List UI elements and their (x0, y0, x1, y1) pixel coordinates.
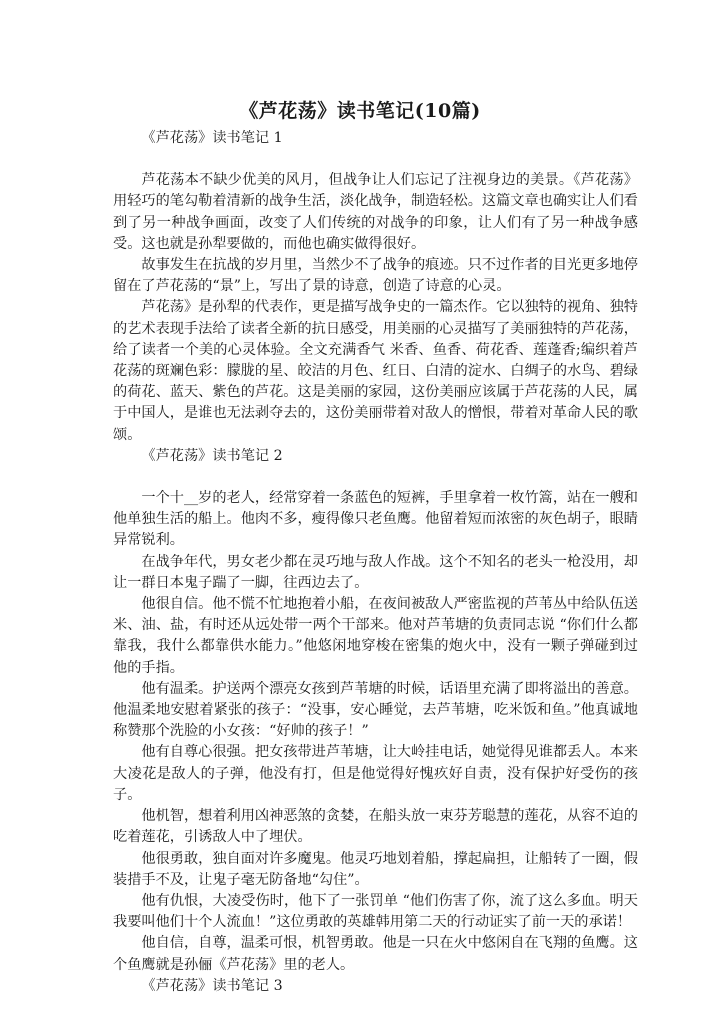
section-heading: 《芦花荡》读书笔记 3 (141, 977, 283, 994)
section-heading: 《芦花荡》读书笔记 1 (141, 130, 283, 146)
section-spacer (113, 467, 638, 488)
document-body (113, 128, 638, 997)
paragraph: 他很自信。他不慌不忙地抱着小船，在夜间被敌人严密监视的芦苇丛中给队伍送米、油、盐，有时还从远处带一两个干部来。他对芦苇塘的负责同志说 “你们什么都靠我，我什么都靠供水能力。”他悠闲地穿梭在密集的炮火中，没有一颗子弹碰到过他的手指。 (113, 596, 638, 676)
document-title: 《芦花荡》读书笔记(10篇) (239, 100, 481, 122)
section-heading: 《芦花荡》读书笔记 2 (141, 447, 283, 464)
paragraph: 他自信，自尊，温柔可恨，机智勇敢。他是一只在火中悠闲自在飞翔的鱼鹰。这个鱼鹰就是孙俪《芦花荡》里的老人。 (113, 935, 638, 973)
paragraph: 芦花荡本不缺少优美的风月，但战争让人们忘记了注视身边的美景。《芦花荡》用轻巧的笔勾勒着清新的战争生活，淡化战争，制造轻松。这篇文章也确实让人们看到了另一种战争画面，改变了人们传统的对战争的印象，让人们有了另一种战争感受。这也就是孙犁要做的，而他也确实做得很好。 (113, 172, 638, 252)
paragraph: 他有仇恨，大凌受伤时，他下了一张罚单 “他们伤害了你，流了这么多血。明天我要叫他们十个人流血！”这位勇敢的英雄韩用第二天的行动证实了前一天的承诺！ (113, 892, 638, 931)
paragraph: 一个十__岁的老人，经常穿着一条蓝色的短裤，手里拿着一枚竹篙，站在一艘和他单独生活的船上。他肉不多，瘦得像只老鱼鹰。他留着短而浓密的灰色胡子，眼睛异常锐利。 (113, 490, 638, 549)
paragraph: 他有自尊心很强。把女孩带进芦苇塘，让大岭挂电话，她觉得见谁都丢人。本来大凌花是敌人的子弹，他没有打，但是他觉得好愧疚好自责，没有保护好受伤的孩子。 (113, 744, 638, 803)
paragraph: 故事发生在抗战的岁月里，当然少不了战争的痕迹。只不过作者的目光更多地停留在了芦花荡的“景”上，写出了景的诗意，创造了诗意的心灵。 (113, 257, 638, 295)
paragraph: 芦花荡》是孙犁的代表作，更是描写战争史的一篇杰作。它以独特的视角、独特的艺术表现手法给了读者全新的抗日感受，用美丽的心灵描写了美丽独特的芦花荡，给了读者一个美的心灵体验。全文充满香气 米香、鱼香、荷花香、莲蓬香;编织着芦花荡的斑斓色彩：朦胧的星、皎洁的月色、红日、白清的淀水、白绸子的水鸟、碧绿的荷花、蓝天、紫色的芦花。这是美丽的家园，这份美丽应该属于芦花荡的人民，属于中国人，是谁也无法剥夺去的，这份美丽带着对敌人的憎恨，带着对革命人民的歌颂。 (113, 299, 638, 443)
section-spacer (113, 149, 638, 170)
paragraph: 在战争年代，男女老少都在灵巧地与敌人作战。这个不知名的老头一枪没用，却让一群日本鬼子踹了一脚，往西边去了。 (113, 553, 638, 591)
paragraph: 他有温柔。护送两个漂亮女孩到芦苇塘的时候，话语里充满了即将溢出的善意。他温柔地安慰着紧张的孩子：“没事，安心睡觉，去芦苇塘，吃米饭和鱼。”他真诚地称赞那个洗脸的小女孩：“好帅的孩子！” (113, 680, 638, 740)
paragraph: 他机智，想着利用凶神恶煞的贪婪，在船头放一束芬芳聪慧的莲花，从容不迫的吃着莲花，引诱敌人中了埋伏。 (113, 808, 638, 846)
paragraph: 他很勇敢，独自面对许多魔鬼。他灵巧地划着船，撑起扁担，让船转了一圈，假装措手不及，让鬼子毫无防备地“勾住”。 (113, 850, 638, 888)
